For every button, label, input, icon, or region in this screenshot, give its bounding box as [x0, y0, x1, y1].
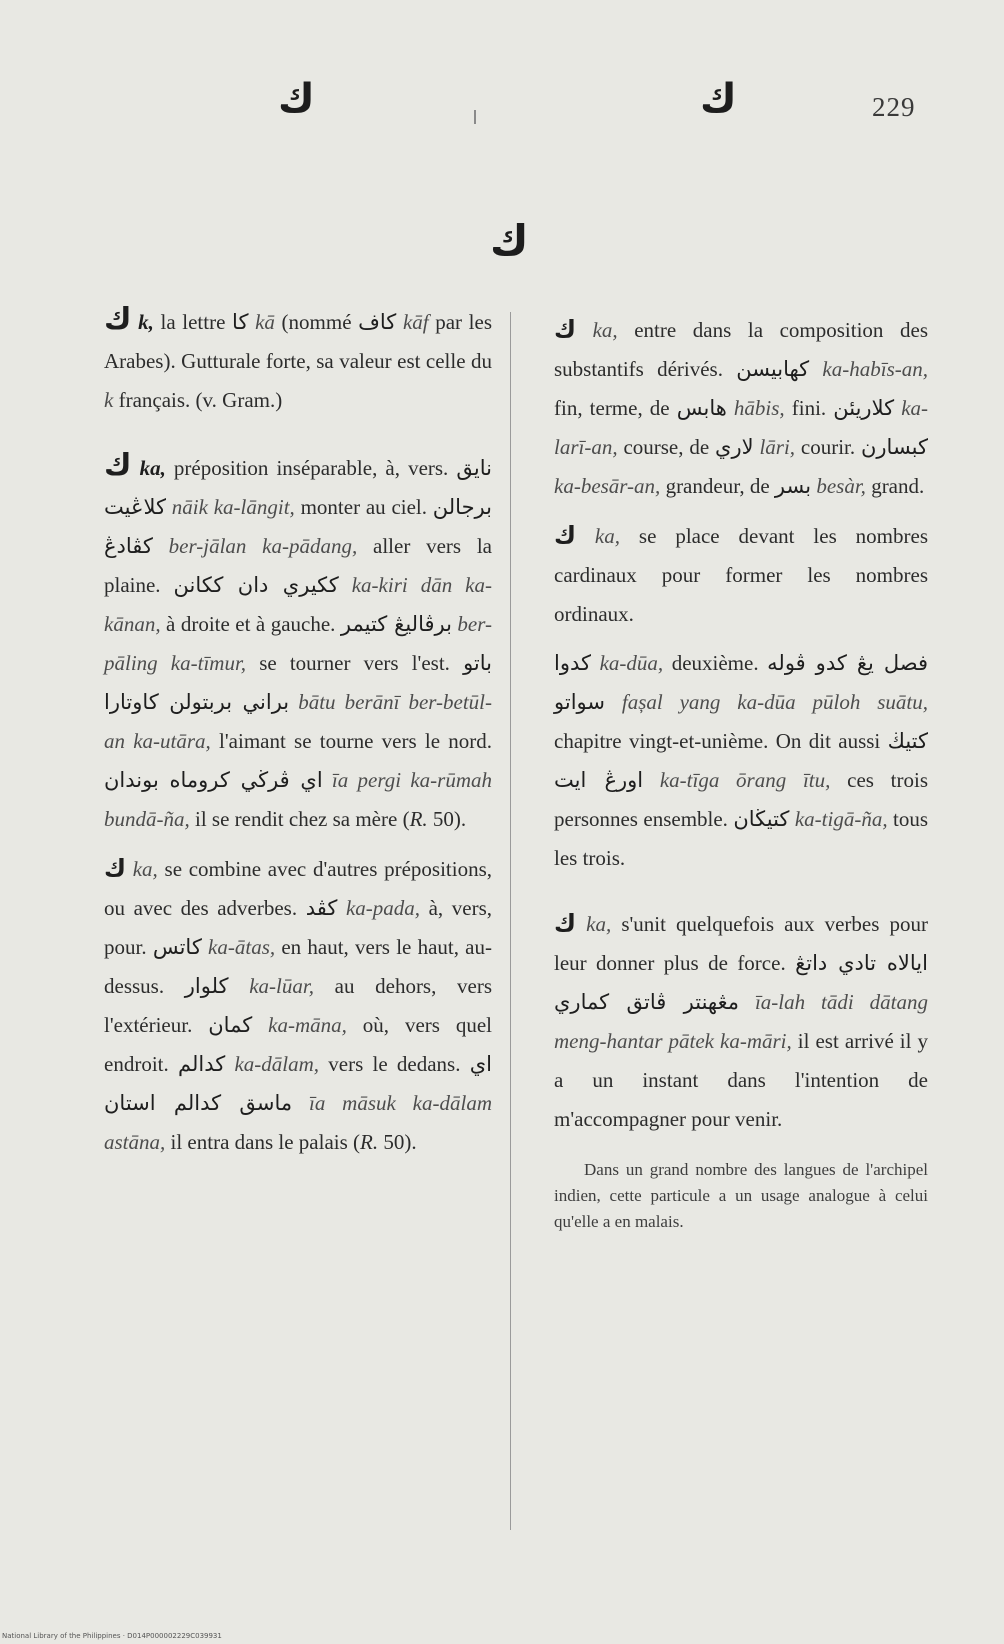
transliteration: k — [104, 388, 114, 412]
section-heading-letter: ك — [490, 216, 529, 265]
running-head-left-glyph: ك — [278, 76, 315, 122]
transliteration: ka-besār-an, — [554, 474, 661, 498]
arabic-word: كڤد — [305, 896, 338, 920]
entry-arabic-headword: ك — [104, 302, 132, 337]
entry-text: à droite et à gauche. — [160, 612, 341, 636]
right-column — [554, 310, 928, 1245]
entry-text: chapitre vingt-et-unième. On dit aussi — [554, 729, 888, 753]
entry-text: s'unit quelquefois aux verbes pour leur donner plus de force. — [554, 912, 928, 975]
transliteration: ka, — [592, 318, 618, 342]
arabic-word: كلوار — [184, 974, 229, 998]
arabic-word: كمان — [208, 1013, 253, 1037]
scan-footer: National Library of the Philippines · D014P000002229C039931 — [2, 1632, 222, 1640]
entry-arabic-headword: ك — [554, 521, 576, 549]
entry-text: aller vers la plaine. — [104, 534, 492, 597]
transliteration: ka-larī-an, — [554, 396, 929, 459]
entry-text: où, vers quel endroit. — [104, 1013, 493, 1076]
entry-text: 50). — [378, 1130, 417, 1154]
transliteration: ber-jālan ka-pādang, — [168, 534, 358, 558]
entry-ka-verbs — [554, 904, 928, 1139]
entry-text: grandeur, de — [660, 474, 775, 498]
source-reference: R. — [360, 1130, 379, 1154]
transliteration: lāri, — [759, 435, 796, 459]
entry-text: ces trois personnes ensemble. — [554, 768, 929, 831]
source-reference: R. — [409, 807, 428, 831]
entry-ka-derivation — [554, 310, 928, 506]
arabic-word: كهابيسن — [736, 357, 810, 381]
entry-text: se tourner vers l'est. — [246, 651, 464, 675]
arabic-word: برجالن كڤادڠ — [104, 495, 492, 558]
entry-k — [104, 300, 492, 420]
arabic-word: كاتس — [152, 935, 202, 959]
entry-text: courir. — [795, 435, 861, 459]
transliteration: ka-tigā-ña, — [794, 807, 888, 831]
entry-text: il entra dans le palais ( — [165, 1130, 361, 1154]
entry-text: au dehors, vers l'extérieur. — [104, 974, 493, 1037]
arabic-word: كاف — [358, 310, 397, 334]
entry-text: 50). — [427, 807, 467, 831]
arabic-word: بسر — [774, 474, 812, 498]
entry-text: deuxième. — [663, 651, 768, 675]
entry-arabic-headword: ك — [554, 315, 576, 343]
entry-headword: k, — [138, 310, 154, 334]
running-head-right-glyph: ك — [700, 76, 737, 122]
transliteration: fașal yang ka-dūa pūloh suātu, — [621, 690, 928, 714]
transliteration: ka-dālam, — [234, 1052, 320, 1076]
transliteration: ka, — [594, 524, 620, 548]
entry-ka-ordinal — [554, 516, 928, 634]
entry-text: français. (v. Gram.) — [113, 388, 283, 412]
entry-text: il est arrivé il y a un instant dans l'intention de m'accompagner pour venir. — [554, 1029, 928, 1131]
transliteration: ka-tīga ōrang ītu, — [659, 768, 831, 792]
arabic-word: اي ماسق كدالم استان — [104, 1052, 493, 1115]
entry-arabic-headword: ك — [554, 909, 576, 937]
entry-text: fini. — [784, 396, 834, 420]
arabic-word: كتيڬان — [733, 807, 790, 831]
transliteration: hābis, — [733, 396, 785, 420]
transliteration: ka-pada, — [345, 896, 421, 920]
entry-text: l'aimant se tourne vers le nord. — [210, 729, 492, 753]
transliteration: ka-māna, — [268, 1013, 347, 1037]
running-head-mark — [474, 110, 476, 124]
transliteration: kā — [255, 310, 275, 334]
entry-text: course, de — [617, 435, 716, 459]
arabic-word: باتو براني بربتولن كاوتارا — [104, 651, 492, 714]
entry-text: se place devant les nombres cardinaux pour former les nombres ordinaux. — [554, 524, 928, 626]
transliteration: īa māsuk ka-dālam astāna, — [104, 1091, 492, 1154]
transliteration: nāik ka-lāngit, — [171, 495, 295, 519]
arabic-word: لاري — [715, 435, 754, 459]
arabic-word: برڤاليڠ كتيمر — [340, 612, 452, 636]
arabic-word: كدالم — [177, 1052, 226, 1076]
transliteration: besàr, — [816, 474, 866, 498]
arabic-word: ككيري دان ككانن — [173, 573, 339, 597]
page-number: 229 — [872, 92, 916, 122]
entry-text: grand. — [865, 474, 925, 498]
arabic-word: هابس — [676, 396, 727, 420]
entry-text: entre dans la composition des substantifs dérivés. — [554, 318, 928, 381]
entry-text: vers le dedans. — [319, 1052, 470, 1076]
entry-headword: ka, — [139, 456, 166, 480]
arabic-word: كا — [232, 310, 249, 334]
entry-text: la lettre — [153, 310, 233, 334]
arabic-word: كلاريئن — [833, 396, 895, 420]
entry-text: se combine avec d'autres prépositions, ou avec des adverbes. — [104, 857, 492, 920]
entry-text: préposition inséparable, à, vers. — [165, 456, 457, 480]
entry-arabic-headword: ك — [104, 448, 132, 483]
entry-arabic-headword: ك — [104, 854, 126, 882]
footnote: Dans un grand nombre des langues de l'archipel indien, cette particule a un usage analogue à celui qu'elle a en malais. — [554, 1160, 928, 1231]
arabic-word: نايق كلاڠيت — [104, 456, 492, 519]
arabic-word: ايالاه تادي داتڠ مڠهنتر ڤاتق كماري — [554, 951, 928, 1014]
entry-text: en haut, vers le haut, au-dessus. — [104, 935, 493, 998]
arabic-word: كبسارن — [860, 435, 929, 459]
entry-text: fin, terme, de — [554, 396, 677, 420]
transliteration: īa pergi ka-rūmah bundā-ña, — [104, 768, 492, 831]
entry-text: tous les trois. — [554, 807, 928, 870]
transliteration: ka-lūar, — [249, 974, 314, 998]
arabic-word: كدوا — [554, 651, 591, 675]
transliteration: ka, — [586, 912, 612, 936]
entry-ordinal-examples — [554, 644, 928, 878]
column-divider — [510, 312, 511, 1530]
transliteration: ka, — [132, 857, 158, 881]
entry-ka-preposition — [104, 446, 492, 839]
transliteration: ka-dūa, — [599, 651, 664, 675]
entry-ka-combined — [104, 849, 492, 1162]
transliteration: ber-pāling ka-tīmur, — [104, 612, 492, 675]
entry-text: il se rendit chez sa mère ( — [189, 807, 410, 831]
transliteration: bātu berānī ber-betūl-an ka-utāra, — [104, 690, 492, 753]
left-column — [104, 300, 492, 1172]
entry-text: par les Arabes). Gutturale forte, sa valeur est celle du — [104, 310, 492, 373]
arabic-word: فصل يڠ كدو ڤوله سواتو — [554, 651, 928, 714]
transliteration: kāf — [402, 310, 429, 334]
transliteration: īa-lah tādi dātang meng-hantar pātek ka-māri, — [554, 990, 928, 1053]
transliteration: ka-habīs-an, — [822, 357, 928, 381]
arabic-word: اي ڤرڬي كروماه بوندان — [104, 768, 323, 792]
entry-text: monter au ciel. — [294, 495, 433, 519]
arabic-word: كتيڬ اورڠ ايت — [554, 729, 928, 792]
transliteration: ka-kiri dān ka-kānan, — [104, 573, 492, 636]
entry-text: à, vers, pour. — [104, 896, 492, 959]
transliteration: ka-ātas, — [208, 935, 276, 959]
entry-text: (nommé — [274, 310, 359, 334]
